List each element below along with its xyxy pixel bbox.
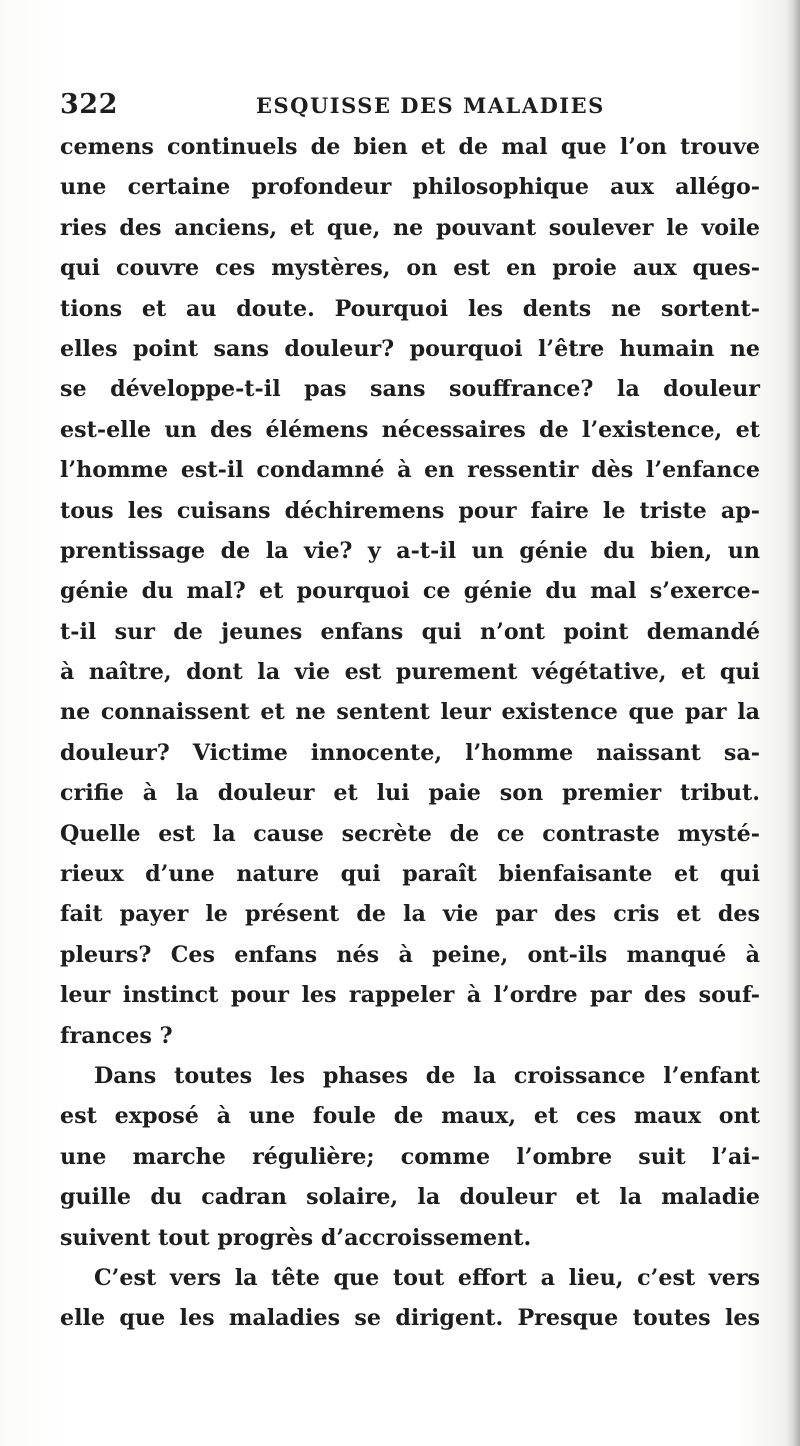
text-line: tions et au doute. Pourquoi les dents ne sortent-	[60, 295, 760, 322]
text-line: Quelle est la cause secrète de ce contraste mysté-	[60, 820, 760, 847]
text-line: elles point sans douleur? pourquoi l’être humain ne	[60, 335, 760, 362]
body-text	[60, 127, 760, 1339]
text-line: à naître, dont la vie est purement végétative, et qui	[60, 659, 760, 686]
text-line: frances ?	[60, 1022, 173, 1049]
text-line: se développe-t-il pas sans souffrance? la douleur	[60, 376, 760, 403]
page-header	[60, 88, 760, 122]
running-head: ESQUISSE DES MALADIES	[256, 93, 605, 118]
text-line: est-elle un des élémens nécessaires de l’existence, et	[60, 416, 760, 443]
text-line: t-il sur de jeunes enfans qui n’ont point demandé	[60, 618, 760, 645]
text-line: est exposé à une foule de maux, et ces maux ont	[60, 1103, 760, 1130]
text-line: Dans toutes les phases de la croissance l’enfant	[94, 1062, 760, 1089]
text-line: crifie à la douleur et lui paie son premier tribut.	[60, 780, 760, 807]
text-line: cemens continuels de bien et de mal que l’on trouve	[60, 134, 760, 160]
text-line: suivent tout progrès d’accroissement.	[60, 1224, 532, 1251]
text-line: qui couvre ces mystères, on est en proie aux ques-	[60, 255, 760, 282]
text-line: prentissage de la vie? y a-t-il un génie du bien, un	[60, 537, 760, 564]
text-line: elle que les maladies se dirigent. Presque toutes les	[60, 1305, 760, 1332]
text-line: ries des anciens, et que, ne pouvant soulever le voile	[60, 214, 760, 241]
text-line: pleurs? Ces enfans nés à peine, ont-ils manqué à	[60, 941, 760, 968]
text-line: fait payer le présent de la vie par des cris et des	[60, 901, 760, 928]
text-line: l’homme est-il condamné à en ressentir dès l’enfance	[60, 457, 760, 484]
text-line: ne connaissent et ne sentent leur existence que par la	[60, 699, 760, 726]
text-line: génie du mal? et pourquoi ce génie du mal s’exerce-	[60, 578, 760, 605]
text-line: une marche régulière; comme l’ombre suit l’ai-	[60, 1143, 760, 1170]
text-line: tous les cuisans déchiremens pour faire le triste ap-	[60, 497, 760, 524]
text-line: douleur? Victime innocente, l’homme naissant sa-	[60, 739, 760, 766]
text-line: rieux d’une nature qui paraît bienfaisante et qui	[60, 861, 760, 888]
page-number: 322	[60, 89, 118, 120]
page-edge-shadow	[786, 0, 800, 1446]
text-line: une certaine profondeur philosophique aux allégo-	[60, 174, 760, 201]
text-line: leur instinct pour les rappeler à l’ordre par des souf-	[60, 982, 760, 1009]
text-line: C’est vers la tête que tout effort a lieu, c’est vers	[94, 1264, 760, 1291]
text-line: guille du cadran solaire, la douleur et la maladie	[60, 1184, 760, 1211]
